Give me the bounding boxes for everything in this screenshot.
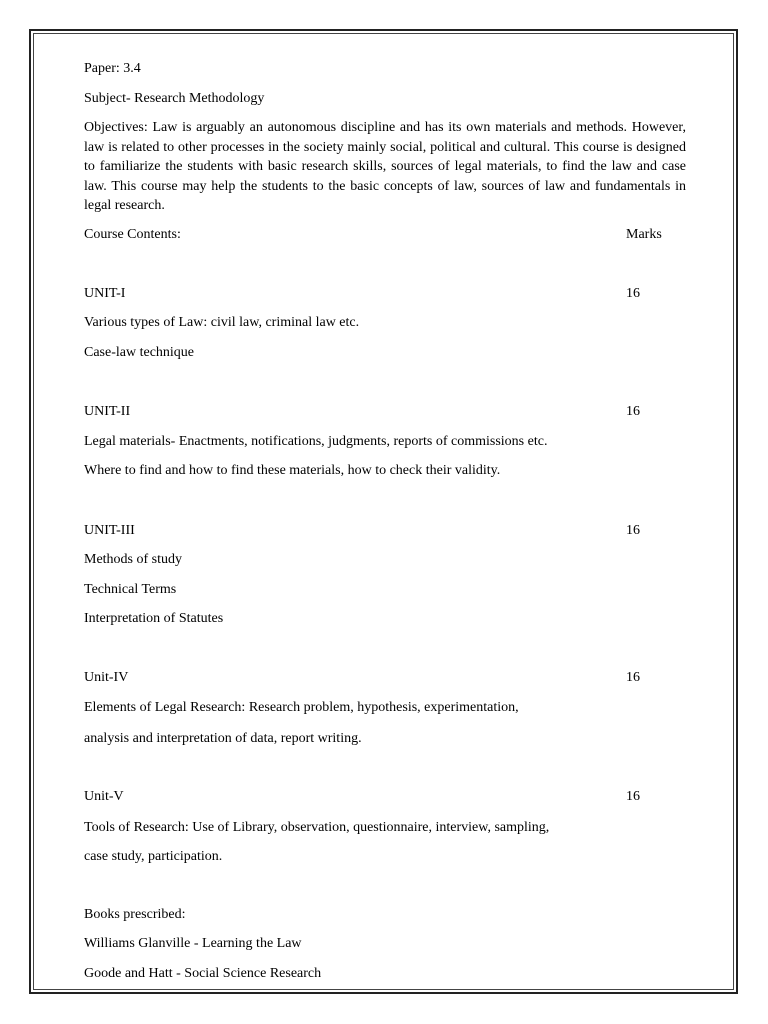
unit-topic: Where to find and how to find these materials, how to check their validity. [84,463,501,478]
unit-topic: Methods of study [84,552,182,567]
unit-topic: Tools of Research: Use of Library, observation, questionnaire, interview, sampling, [84,820,550,835]
unit-marks: 16 [626,404,640,419]
objectives-paragraph: Objectives: Law is arguably an autonomous discipline and has its own materials and methods. However, law is related to other processes in the society mainly social, political and cultural. This course is designed to familiarize the students with basic research skills, sources of legal materials, to find the law and case law. This course may help the students to the basic concepts of law, sources of law and fundamentals in legal research. [84,120,686,214]
unit-marks: 16 [626,286,640,301]
unit-topic: Case-law technique [84,345,195,360]
unit-topic: Technical Terms [84,582,177,597]
unit-topic: Elements of Legal Research: Research problem, hypothesis, experimentation, [84,700,519,715]
unit-topic: Legal materials- Enactments, notifications, judgments, reports of commissions etc. [84,434,548,449]
unit-marks: 16 [626,670,640,685]
unit-topic: case study, participation. [84,849,223,864]
unit-title: Unit-IV [84,670,129,685]
marks-header: Marks [626,227,662,242]
books-prescribed-label: Books prescribed: [84,907,186,922]
unit-topic: Interpretation of Statutes [84,611,224,626]
paper-number: Paper: 3.4 [84,61,141,76]
subject-title: Subject- Research Methodology [84,91,265,106]
unit-topic: analysis and interpretation of data, report writing. [84,731,362,746]
unit-marks: 16 [626,523,640,538]
unit-title: Unit-V [84,789,124,804]
unit-title: UNIT-II [84,404,131,419]
course-contents-label: Course Contents: [84,227,181,242]
unit-title: UNIT-I [84,286,126,301]
book-entry: Williams Glanville - Learning the Law [84,936,302,951]
unit-topic: Various types of Law: civil law, criminal law etc. [84,315,360,330]
book-entry: Goode and Hatt - Social Science Research [84,966,322,981]
unit-marks: 16 [626,789,640,804]
unit-title: UNIT-III [84,523,135,538]
